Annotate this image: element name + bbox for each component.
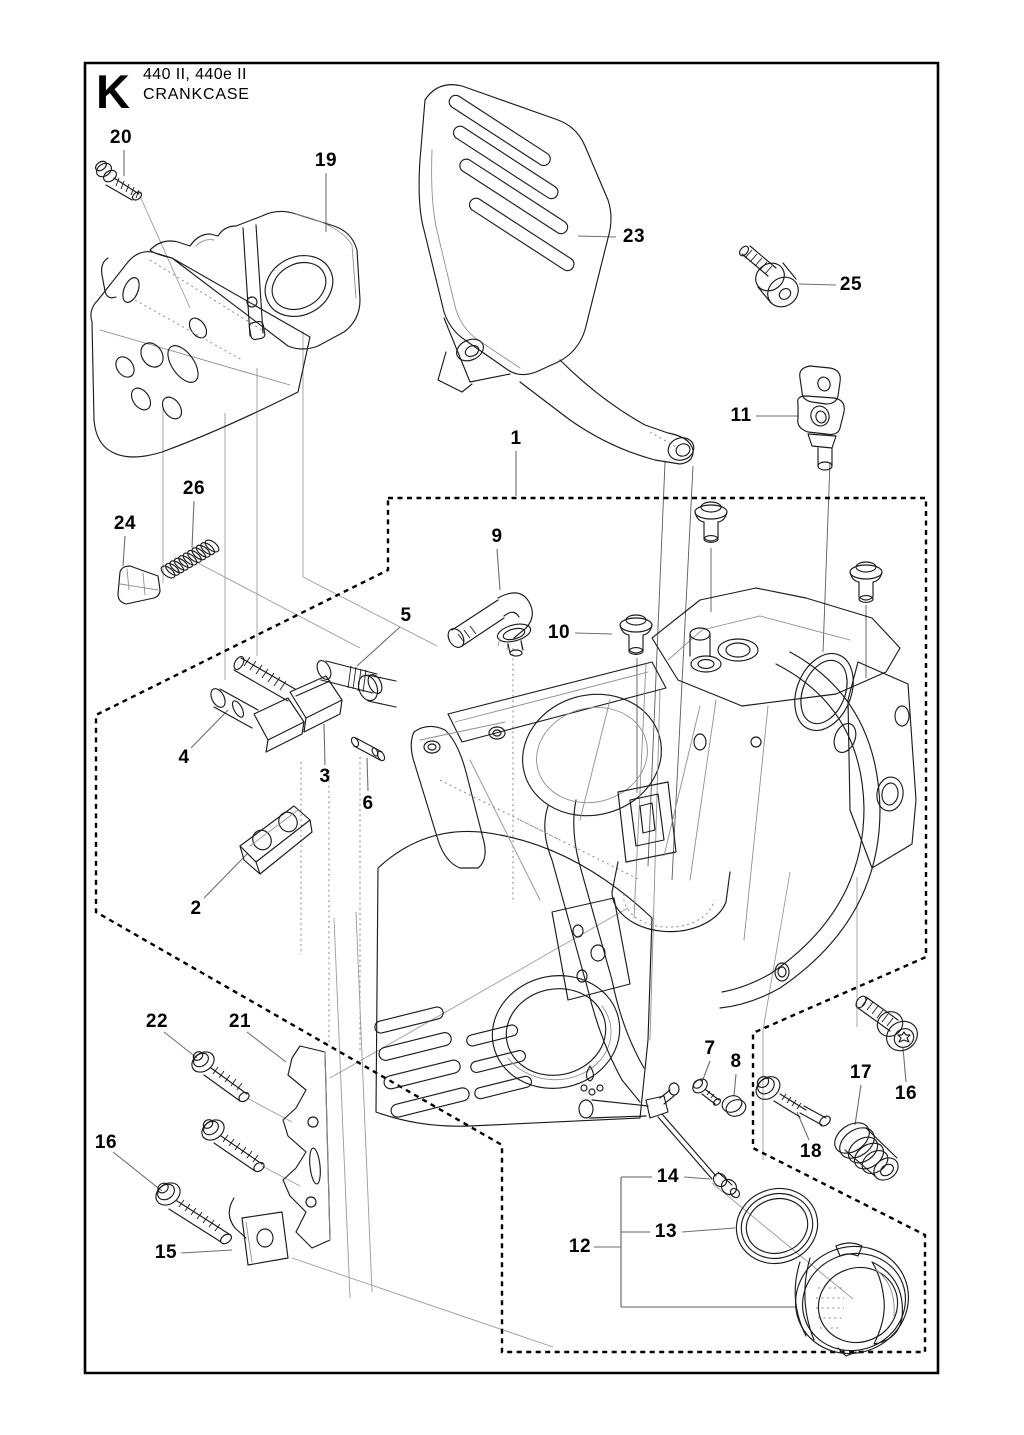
- callout-label-4: 4: [178, 747, 190, 768]
- part-10-plug: [620, 615, 652, 654]
- callout-label-14: 14: [656, 1166, 680, 1187]
- part-6-pin: [350, 736, 386, 762]
- part-22-screw: [188, 1048, 251, 1104]
- part-10-plug: [695, 502, 727, 542]
- callout-label-11: 11: [730, 405, 752, 426]
- proj-line: [303, 577, 437, 646]
- callout-label-24: 24: [113, 513, 137, 534]
- part-1-crankcase-front-half: [355, 662, 675, 1126]
- part-9-oil-elbow: [445, 593, 533, 656]
- proj-line: [196, 562, 360, 648]
- callout-label-7: 7: [704, 1038, 716, 1059]
- callout-label-18: 18: [799, 1141, 823, 1162]
- callout-label-3: 3: [319, 766, 331, 787]
- part-4-bolt: [208, 686, 304, 752]
- callout-label-23: 23: [622, 226, 646, 247]
- part-25-screw: [738, 245, 804, 313]
- callout-label-16: 16: [894, 1083, 918, 1104]
- callout-label-5: 5: [400, 605, 412, 626]
- callout-label-21: 21: [228, 1011, 252, 1032]
- proj-line: [330, 908, 628, 1078]
- callout-label-16: 16: [94, 1132, 118, 1153]
- part-16-screw-left: [152, 1178, 234, 1245]
- callout-label-25: 25: [839, 274, 863, 295]
- callout-label-9: 9: [491, 526, 503, 547]
- leader-line-10: [575, 633, 612, 634]
- part-7-screw: [690, 1076, 722, 1106]
- callout-label-12: 12: [568, 1236, 592, 1257]
- proj-line: [712, 1183, 853, 1299]
- part-11-clip: [798, 366, 845, 470]
- axis-line: [672, 466, 693, 880]
- leader-line-4: [191, 710, 228, 748]
- leader-line-26: [192, 501, 194, 548]
- leader-line-6: [367, 758, 368, 791]
- page-title: CRANKCASE: [143, 86, 250, 103]
- callout-label-22: 22: [145, 1011, 169, 1032]
- part-17-bushing: [829, 1116, 902, 1184]
- leader-line-9: [497, 549, 500, 590]
- callout-label-2: 2: [190, 898, 202, 919]
- part-1-crankcase-rear-half: [612, 588, 916, 1008]
- leader-line-8: [734, 1074, 736, 1096]
- leader-line-23: [578, 236, 616, 237]
- leader-line-17: [855, 1085, 861, 1125]
- proj-line: [356, 912, 372, 1292]
- callout-label-1: 1: [510, 428, 522, 449]
- callout-label-6: 6: [362, 793, 374, 814]
- leader-line-22: [164, 1032, 197, 1058]
- part-22-screw: [198, 1116, 266, 1174]
- part-26-spring: [159, 538, 221, 580]
- part-12-oil-cap: [779, 1230, 924, 1371]
- part-15-chain-catcher: [229, 1198, 288, 1265]
- page-border: [85, 63, 938, 1373]
- part-18-screw: [752, 1072, 833, 1128]
- callout-label-17: 17: [849, 1062, 873, 1083]
- part-23-chain-brake-guard: [419, 85, 697, 464]
- proj-line: [292, 1258, 553, 1347]
- section-letter: K: [96, 65, 130, 118]
- leader-line-16: [903, 1048, 906, 1082]
- callout-label-13: 13: [654, 1221, 678, 1242]
- leader-line-15: [181, 1250, 232, 1253]
- model-title: 440 II, 440e II: [143, 66, 247, 83]
- leader-line-24: [123, 536, 125, 566]
- callout-label-20: 20: [109, 127, 133, 148]
- part-13-o-ring: [727, 1178, 828, 1274]
- callout-label-15: 15: [154, 1242, 178, 1263]
- leader-line-25: [799, 284, 836, 285]
- leader-line-13: [682, 1228, 735, 1232]
- proj-line: [763, 872, 790, 1030]
- part-21-bumper-spike: [283, 1046, 330, 1248]
- part-16-screw-right: [854, 994, 923, 1056]
- leader-line-14: [684, 1177, 710, 1179]
- proj-line: [334, 918, 350, 1298]
- projection-lines: [140, 196, 866, 1347]
- leader-line-2: [204, 853, 248, 898]
- axis-line: [823, 462, 830, 652]
- leader-line-3: [324, 724, 325, 765]
- part-8-plug: [720, 1093, 748, 1119]
- callout-leader-lines: [113, 150, 906, 1253]
- leader-line-21: [247, 1032, 286, 1062]
- leader-line-5: [357, 627, 400, 666]
- leader-line-16: [113, 1152, 162, 1191]
- part-10-plug: [850, 562, 882, 602]
- callout-label-26: 26: [182, 478, 206, 499]
- part-2-bracket: [240, 806, 312, 874]
- callout-label-10: 10: [547, 622, 571, 643]
- part-24-block: [118, 566, 160, 604]
- part-20-screw: [94, 159, 143, 201]
- callout-label-8: 8: [730, 1051, 742, 1072]
- callout-label-19: 19: [314, 150, 338, 171]
- part-3-bolt: [232, 655, 342, 732]
